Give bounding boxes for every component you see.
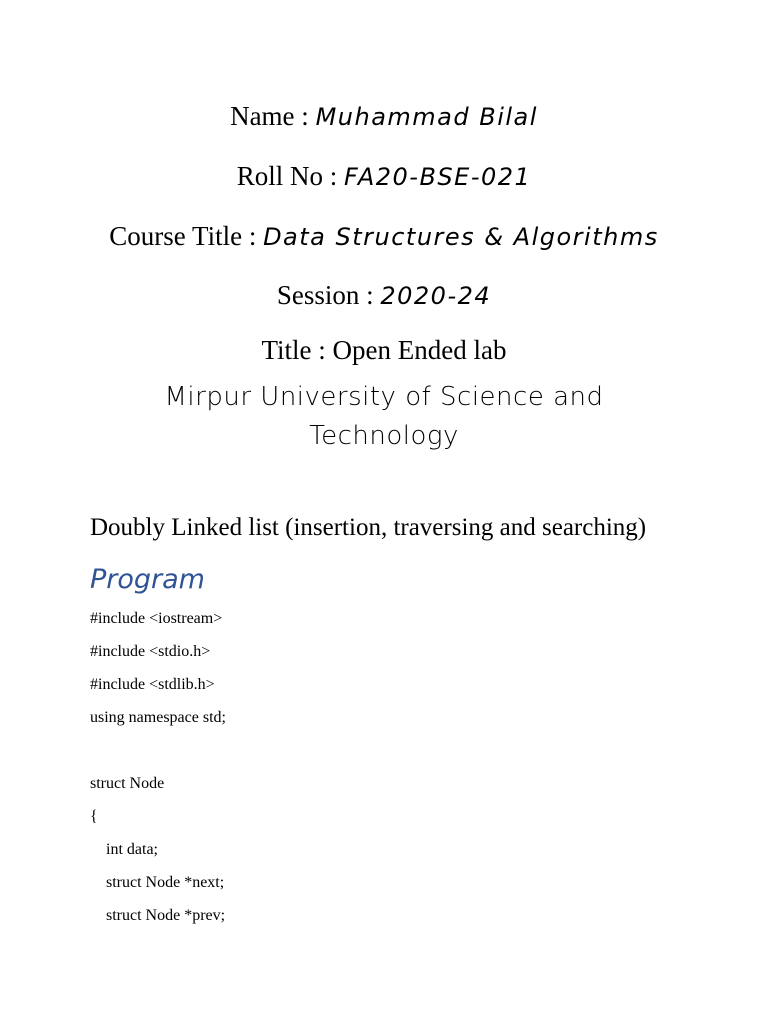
title-line [0, 333, 768, 367]
university-name [134, 378, 634, 456]
program-heading: Program [90, 564, 205, 595]
course-label: Course Title : [109, 221, 264, 251]
topic-heading: Doubly Linked list (insertion, traversing and searching) [90, 514, 647, 541]
code-line [90, 740, 690, 773]
course-line [0, 219, 768, 254]
title-label: Title : [261, 335, 333, 365]
code-block [90, 608, 690, 938]
code-line: #include <stdio.h> [90, 643, 211, 660]
code-line: #include <iostream> [90, 610, 223, 627]
code-line: #include <stdlib.h> [90, 676, 215, 693]
code-line: struct Node *prev; [90, 907, 226, 924]
code-line: using namespace std; [90, 709, 226, 726]
code-line: struct Node [90, 775, 165, 792]
code-line: { [90, 808, 98, 825]
roll-label: Roll No : [236, 161, 344, 191]
university-line-2: Technology [309, 421, 459, 451]
code-line: struct Node *next; [90, 874, 225, 891]
session-line [0, 278, 768, 313]
university-line-1: Mirpur University of Science and [164, 382, 604, 412]
course-value: Data Structures & Algorithms [263, 223, 659, 251]
code-line: int data; [90, 841, 158, 858]
name-line [0, 99, 768, 134]
session-label: Session : [276, 280, 381, 310]
roll-line [0, 159, 768, 194]
name-label: Name : [230, 101, 316, 131]
session-value: 2020-24 [380, 282, 492, 310]
name-value: Muhammad Bilal [315, 103, 538, 131]
title-value: Open Ended lab [332, 335, 507, 365]
roll-value: FA20-BSE-021 [343, 163, 532, 191]
